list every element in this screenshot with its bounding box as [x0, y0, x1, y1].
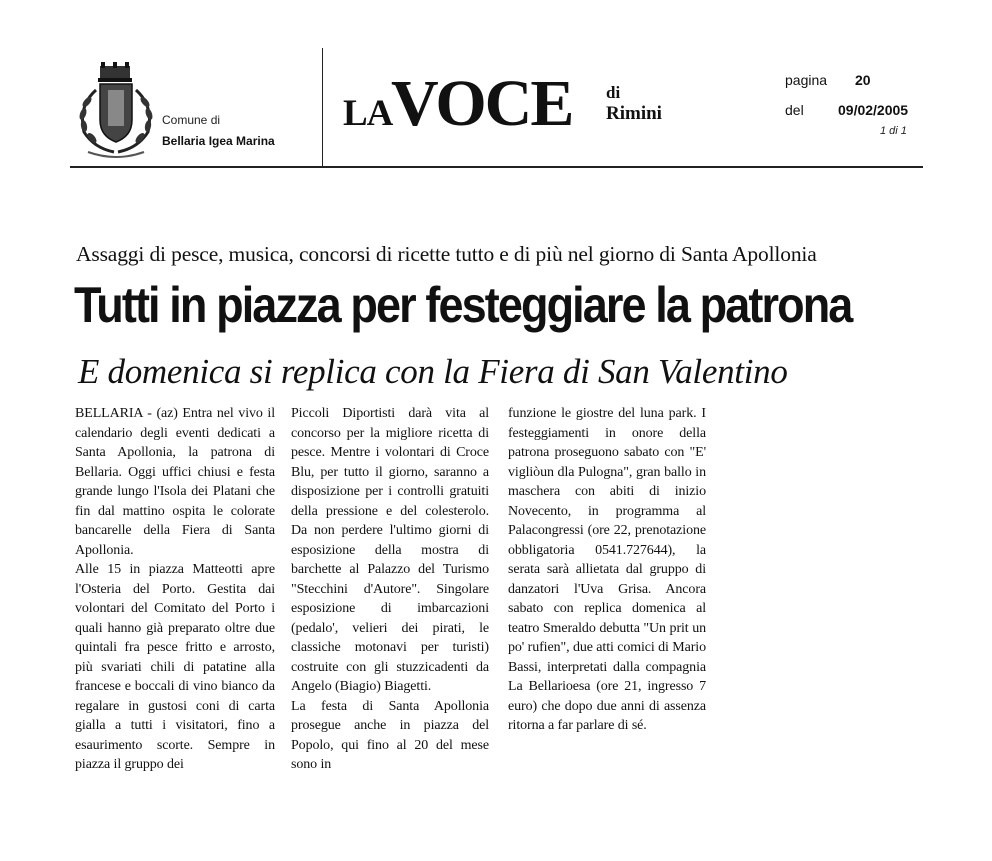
article-column-1	[75, 404, 275, 775]
article-headline: Tutti in piazza per festeggiare la patrona	[74, 277, 852, 333]
date-value: 09/02/2005	[838, 102, 909, 118]
article-kicker: Assaggi di pesce, musica, concorsi di ricette tutto e di più nel giorno di Santa Apollonia	[76, 242, 817, 266]
pagina-label: pagina	[785, 72, 828, 88]
article-column-3	[508, 404, 706, 736]
comune-label: Comune di	[162, 113, 221, 127]
header-divider	[322, 48, 323, 168]
logo-voce: VOCE	[391, 67, 573, 140]
header-rule	[70, 166, 923, 168]
newspaper-logo	[343, 67, 683, 140]
article-paragraph: funzione le giostre del luna park. I festeggiamenti in onore della patrona proseguono sabato con "E' vigliòun dla Pulogna", gran ballo in maschera con abiti di inizio Novecento, in programma al Palacongressi (ore 22, prenotazione obbligatoria 0541.727644), la serata sarà allietata dal gruppo di danzatori l'Uva Grisa. Ancora sabato con replica domenica al teatro Smeraldo debutta "Un prit un po' rufien", due atti comici di Mario Bassi, interpretati dalla compagnia La Bellarioesa (ore 21, ingresso 7 euro) che dopo due anni di assenza ritorna a far parlare di sé.	[508, 406, 706, 733]
comune-name: Bellaria Igea Marina	[162, 134, 275, 148]
pagina-value: 20	[855, 72, 871, 88]
date-label: del	[785, 102, 804, 118]
article-paragraph: La festa di Santa Apollonia prosegue anche in piazza del Popolo, qui fino al 20 del mese sono in	[291, 698, 489, 772]
article-paragraph: Alle 15 in piazza Matteotti apre l'Osteria del Porto. Gestita dai volontari del Comitato del Porto i quali hanno già preparato oltre due quintali fra pesce fritto e arrosto, più svariati chili di patatine alla francese e boccali di vino bianco da regalare in gustosi coni di carta gialla a tutti i visitatori, fino a esaurimento scorte. Sempre in piazza il gruppo dei	[75, 562, 275, 772]
logo-la: LA	[343, 93, 393, 134]
article-paragraph: BELLARIA - (az) Entra nel vivo il calendario degli eventi dedicati a Santa Apollonia, la patrona di Bellaria. Oggi uffici chiusi e festa grande lungo l'Isola dei Platani che fin dal mattino ospita le colorate bancarelle della Fiera di Santa Apollonia.	[75, 406, 275, 558]
logo-di: di	[606, 83, 621, 102]
page-count: 1 di 1	[880, 125, 907, 137]
logo-city: Rimini	[606, 103, 662, 124]
municipal-crest-icon	[70, 62, 162, 162]
article-column-2	[291, 404, 489, 775]
article-paragraph: Piccoli Diportisti darà vita al concorso per la migliore ricetta di pesce. Mentre i volontari di Croce Blu, per tutto il giorno, saranno a disposizione per i controlli gratuiti della pressione e del colesterolo. Da non perdere l'ultimo giorni di esposizione della mostra di barchette al Palazzo del Turismo "Stecchini d'Autore". Singolare esposizione di imbarcazioni (pedalo', velieri dei pirati, le classiche motonavi per turisti) costruite con gli stuzzicadenti da Angelo (Biagio) Biagetti.	[291, 406, 489, 694]
article-subhead: E domenica si replica con la Fiera di San Valentino	[78, 352, 788, 391]
